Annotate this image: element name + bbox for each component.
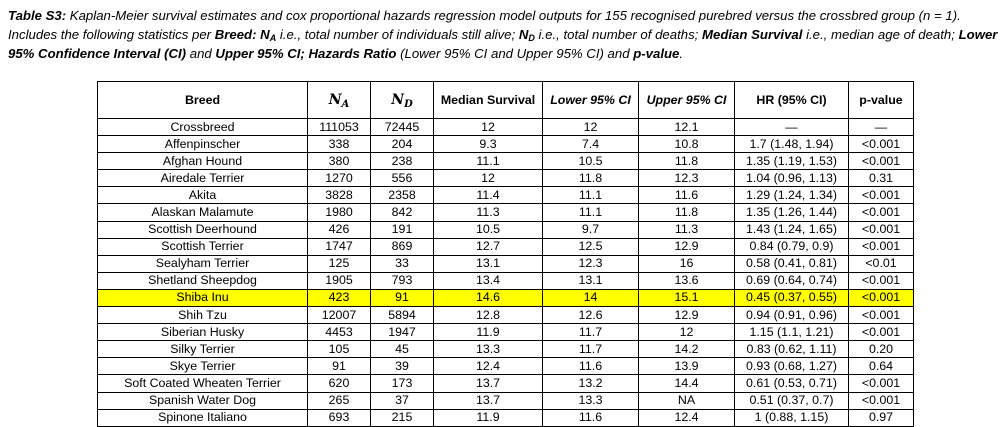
cell-median: 12.4 xyxy=(434,358,543,375)
cell-nd: 2358 xyxy=(371,187,434,204)
cell-lower-ci: 11.1 xyxy=(543,187,639,204)
table-row xyxy=(98,272,914,289)
cell-breed: Afghan Hound xyxy=(98,153,308,170)
cell-breed: Spinone Italiano xyxy=(98,409,308,426)
cell-median: 10.5 xyxy=(434,221,543,238)
cell-p-value: <0.001 xyxy=(849,375,914,392)
table-row xyxy=(98,204,914,221)
cell-upper-ci: 16 xyxy=(639,255,735,272)
caption-na-symbol: N xyxy=(260,27,270,42)
cell-median: 11.9 xyxy=(434,324,543,341)
cell-lower-ci: 11.6 xyxy=(543,358,639,375)
caption-hr-desc: (Lower 95% CI and Upper 95% CI) and xyxy=(396,46,634,61)
caption-nd-subscript: D xyxy=(528,33,535,43)
cell-breed: Alaskan Malamute xyxy=(98,204,308,221)
cell-na: 426 xyxy=(308,221,371,238)
cell-hazard-ratio: 0.51 (0.37, 0.7) xyxy=(735,392,849,409)
table-row xyxy=(98,324,914,341)
cell-na: 1905 xyxy=(308,272,371,289)
cell-nd: 215 xyxy=(371,409,434,426)
cell-lower-ci: 14 xyxy=(543,289,639,306)
cell-lower-ci: 13.3 xyxy=(543,392,639,409)
cell-lower-ci: 12 xyxy=(543,119,639,136)
cell-median: 9.3 xyxy=(434,136,543,153)
cell-lower-ci: 11.8 xyxy=(543,170,639,187)
cell-breed: Shetland Sheepdog xyxy=(98,272,308,289)
header-breed: Breed xyxy=(98,82,308,119)
cell-hazard-ratio: 0.93 (0.68, 1.27) xyxy=(735,358,849,375)
cell-lower-ci: 13.1 xyxy=(543,272,639,289)
table-container xyxy=(97,81,914,427)
cell-na: 12007 xyxy=(308,307,371,324)
cell-upper-ci: 11.6 xyxy=(639,187,735,204)
cell-hazard-ratio: 1.43 (1.24, 1.65) xyxy=(735,221,849,238)
cell-na: 111053 xyxy=(308,119,371,136)
cell-na: 265 xyxy=(308,392,371,409)
cell-nd: 556 xyxy=(371,170,434,187)
cell-breed: Akita xyxy=(98,187,308,204)
cell-upper-ci: 12.9 xyxy=(639,307,735,324)
header-na-subscript: A xyxy=(341,99,350,110)
cell-lower-ci: 7.4 xyxy=(543,136,639,153)
cell-lower-ci: 9.7 xyxy=(543,221,639,238)
cell-p-value: <0.001 xyxy=(849,272,914,289)
table-row xyxy=(98,255,914,272)
cell-p-value: <0.001 xyxy=(849,221,914,238)
table-row-highlighted xyxy=(98,289,914,306)
table-row xyxy=(98,238,914,255)
cell-hazard-ratio: 0.84 (0.79, 0.9) xyxy=(735,238,849,255)
cell-nd: 39 xyxy=(371,358,434,375)
cell-upper-ci: 12.9 xyxy=(639,238,735,255)
cell-na: 125 xyxy=(308,255,371,272)
cell-upper-ci: NA xyxy=(639,392,735,409)
cell-p-value: 0.20 xyxy=(849,341,914,358)
cell-hazard-ratio: 0.94 (0.91, 0.96) xyxy=(735,307,849,324)
cell-p-value: <0.01 xyxy=(849,255,914,272)
table-caption xyxy=(8,6,998,63)
cell-hazard-ratio: 1 (0.88, 1.15) xyxy=(735,409,849,426)
cell-na: 4453 xyxy=(308,324,371,341)
cell-median: 12.8 xyxy=(434,307,543,324)
cell-nd: 33 xyxy=(371,255,434,272)
cell-median: 11.3 xyxy=(434,204,543,221)
cell-hazard-ratio: 0.83 (0.62, 1.11) xyxy=(735,341,849,358)
cell-median: 11.1 xyxy=(434,153,543,170)
cell-upper-ci: 14.4 xyxy=(639,375,735,392)
cell-upper-ci: 14.2 xyxy=(639,341,735,358)
table-row xyxy=(98,170,914,187)
cell-breed: Scottish Deerhound xyxy=(98,221,308,238)
cell-nd: 5894 xyxy=(371,307,434,324)
cell-na: 105 xyxy=(308,341,371,358)
table-label: Table S3: xyxy=(8,8,67,23)
table-row xyxy=(98,153,914,170)
table-row xyxy=(98,392,914,409)
caption-pvalue-term: p-value xyxy=(633,46,680,61)
caption-nd-symbol: N xyxy=(518,27,529,42)
cell-p-value: <0.001 xyxy=(849,324,914,341)
cell-nd: 37 xyxy=(371,392,434,409)
table-row xyxy=(98,341,914,358)
cell-hazard-ratio: 0.61 (0.53, 0.71) xyxy=(735,375,849,392)
cell-lower-ci: 11.1 xyxy=(543,204,639,221)
table-row xyxy=(98,307,914,324)
cell-p-value: <0.001 xyxy=(849,392,914,409)
header-na xyxy=(308,82,371,119)
cell-p-value: <0.001 xyxy=(849,136,914,153)
cell-p-value: <0.001 xyxy=(849,187,914,204)
cell-lower-ci: 13.2 xyxy=(543,375,639,392)
header-nd-symbol: N xyxy=(391,92,405,108)
cell-breed: Affenpinscher xyxy=(98,136,308,153)
cell-median: 12 xyxy=(434,170,543,187)
cell-median: 12.7 xyxy=(434,238,543,255)
cell-p-value: 0.31 xyxy=(849,170,914,187)
cell-hazard-ratio: 1.29 (1.24, 1.34) xyxy=(735,187,849,204)
cell-lower-ci: 10.5 xyxy=(543,153,639,170)
header-lower-ci: Lower 95% CI xyxy=(543,82,639,119)
survival-table xyxy=(97,81,914,427)
cell-p-value: — xyxy=(849,119,914,136)
cell-nd: 45 xyxy=(371,341,434,358)
cell-breed: Shih Tzu xyxy=(98,307,308,324)
cell-lower-ci: 12.5 xyxy=(543,238,639,255)
header-na-symbol: N xyxy=(328,92,342,108)
cell-lower-ci: 11.7 xyxy=(543,341,639,358)
header-nd-subscript: D xyxy=(404,99,413,110)
cell-hazard-ratio: — xyxy=(735,119,849,136)
caption-end: . xyxy=(679,46,684,61)
cell-nd: 204 xyxy=(371,136,434,153)
cell-p-value: 0.97 xyxy=(849,409,914,426)
header-p-value: p-value xyxy=(849,82,914,119)
cell-breed: Siberian Husky xyxy=(98,324,308,341)
table-row xyxy=(98,375,914,392)
cell-breed: Soft Coated Wheaten Terrier xyxy=(98,375,308,392)
cell-hazard-ratio: 0.58 (0.41, 0.81) xyxy=(735,255,849,272)
cell-hazard-ratio: 1.15 (1.1, 1.21) xyxy=(735,324,849,341)
caption-lower-term: Lower 95% Confidence Interval (CI) xyxy=(8,27,998,61)
cell-median: 11.4 xyxy=(434,187,543,204)
cell-median: 13.7 xyxy=(434,375,543,392)
cell-upper-ci: 12.3 xyxy=(639,170,735,187)
cell-lower-ci: 12.6 xyxy=(543,307,639,324)
cell-breed: Shiba Inu xyxy=(98,289,308,306)
caption-upper-term: Upper 95% CI; Hazards Ratio xyxy=(215,46,397,61)
cell-na: 1270 xyxy=(308,170,371,187)
cell-nd: 91 xyxy=(371,289,434,306)
caption-na-subscript: A xyxy=(269,33,277,43)
caption-breed-term: Breed: xyxy=(214,27,257,42)
table-row xyxy=(98,187,914,204)
cell-na: 3828 xyxy=(308,187,371,204)
cell-nd: 842 xyxy=(371,204,434,221)
cell-nd: 1947 xyxy=(371,324,434,341)
cell-median: 13.4 xyxy=(434,272,543,289)
cell-p-value: <0.001 xyxy=(849,238,914,255)
cell-upper-ci: 11.8 xyxy=(639,153,735,170)
cell-breed: Sealyham Terrier xyxy=(98,255,308,272)
cell-hazard-ratio: 1.04 (0.96, 1.13) xyxy=(735,170,849,187)
table-row xyxy=(98,358,914,375)
cell-na: 620 xyxy=(308,375,371,392)
cell-na: 380 xyxy=(308,153,371,170)
cell-na: 338 xyxy=(308,136,371,153)
cell-p-value: <0.001 xyxy=(849,153,914,170)
cell-hazard-ratio: 0.45 (0.37, 0.55) xyxy=(735,289,849,306)
cell-na: 91 xyxy=(308,358,371,375)
caption-and: and xyxy=(186,46,216,61)
header-median-survival: Median Survival xyxy=(434,82,543,119)
table-body xyxy=(98,119,914,427)
cell-hazard-ratio: 0.69 (0.64, 0.74) xyxy=(735,272,849,289)
cell-nd: 793 xyxy=(371,272,434,289)
cell-median: 13.7 xyxy=(434,392,543,409)
cell-breed: Spanish Water Dog xyxy=(98,392,308,409)
cell-breed: Airedale Terrier xyxy=(98,170,308,187)
cell-upper-ci: 13.6 xyxy=(639,272,735,289)
caption-intro: Kaplan-Meier survival estimates and cox proportional hazards regression model outputs for 155 recognised purebred versus the crossbred group (n = 1). Includes the following statistics per xyxy=(8,8,961,42)
table-row xyxy=(98,119,914,136)
cell-hazard-ratio: 1.7 (1.48, 1.94) xyxy=(735,136,849,153)
cell-median: 13.1 xyxy=(434,255,543,272)
caption-na-desc: i.e., total number of individuals still alive; xyxy=(276,27,519,42)
cell-lower-ci: 11.6 xyxy=(543,409,639,426)
cell-median: 14.6 xyxy=(434,289,543,306)
header-hazard-ratio: HR (95% CI) xyxy=(735,82,849,119)
cell-na: 1980 xyxy=(308,204,371,221)
cell-p-value: <0.001 xyxy=(849,204,914,221)
cell-na: 693 xyxy=(308,409,371,426)
cell-hazard-ratio: 1.35 (1.19, 1.53) xyxy=(735,153,849,170)
cell-breed: Scottish Terrier xyxy=(98,238,308,255)
cell-upper-ci: 12 xyxy=(639,324,735,341)
cell-hazard-ratio: 1.35 (1.26, 1.44) xyxy=(735,204,849,221)
cell-upper-ci: 11.8 xyxy=(639,204,735,221)
cell-nd: 238 xyxy=(371,153,434,170)
table-row xyxy=(98,136,914,153)
caption-median-desc: i.e., median age of death; xyxy=(802,27,959,42)
cell-nd: 191 xyxy=(371,221,434,238)
cell-nd: 173 xyxy=(371,375,434,392)
cell-na: 423 xyxy=(308,289,371,306)
table-row xyxy=(98,221,914,238)
cell-upper-ci: 10.8 xyxy=(639,136,735,153)
cell-lower-ci: 11.7 xyxy=(543,324,639,341)
cell-p-value: 0.64 xyxy=(849,358,914,375)
cell-upper-ci: 12.4 xyxy=(639,409,735,426)
cell-median: 13.3 xyxy=(434,341,543,358)
cell-breed: Crossbreed xyxy=(98,119,308,136)
cell-breed: Skye Terrier xyxy=(98,358,308,375)
cell-na: 1747 xyxy=(308,238,371,255)
cell-upper-ci: 11.3 xyxy=(639,221,735,238)
cell-upper-ci: 15.1 xyxy=(639,289,735,306)
cell-nd: 72445 xyxy=(371,119,434,136)
header-upper-ci: Upper 95% CI xyxy=(639,82,735,119)
cell-breed: Silky Terrier xyxy=(98,341,308,358)
cell-median: 12 xyxy=(434,119,543,136)
cell-p-value: <0.001 xyxy=(849,307,914,324)
table-header-row xyxy=(98,82,914,119)
cell-p-value: <0.001 xyxy=(849,289,914,306)
header-nd xyxy=(371,82,434,119)
cell-lower-ci: 12.3 xyxy=(543,255,639,272)
caption-nd-desc: i.e., total number of deaths; xyxy=(534,27,702,42)
cell-upper-ci: 12.1 xyxy=(639,119,735,136)
cell-nd: 869 xyxy=(371,238,434,255)
caption-median-term: Median Survival xyxy=(702,27,803,42)
cell-median: 11.9 xyxy=(434,409,543,426)
cell-upper-ci: 13.9 xyxy=(639,358,735,375)
